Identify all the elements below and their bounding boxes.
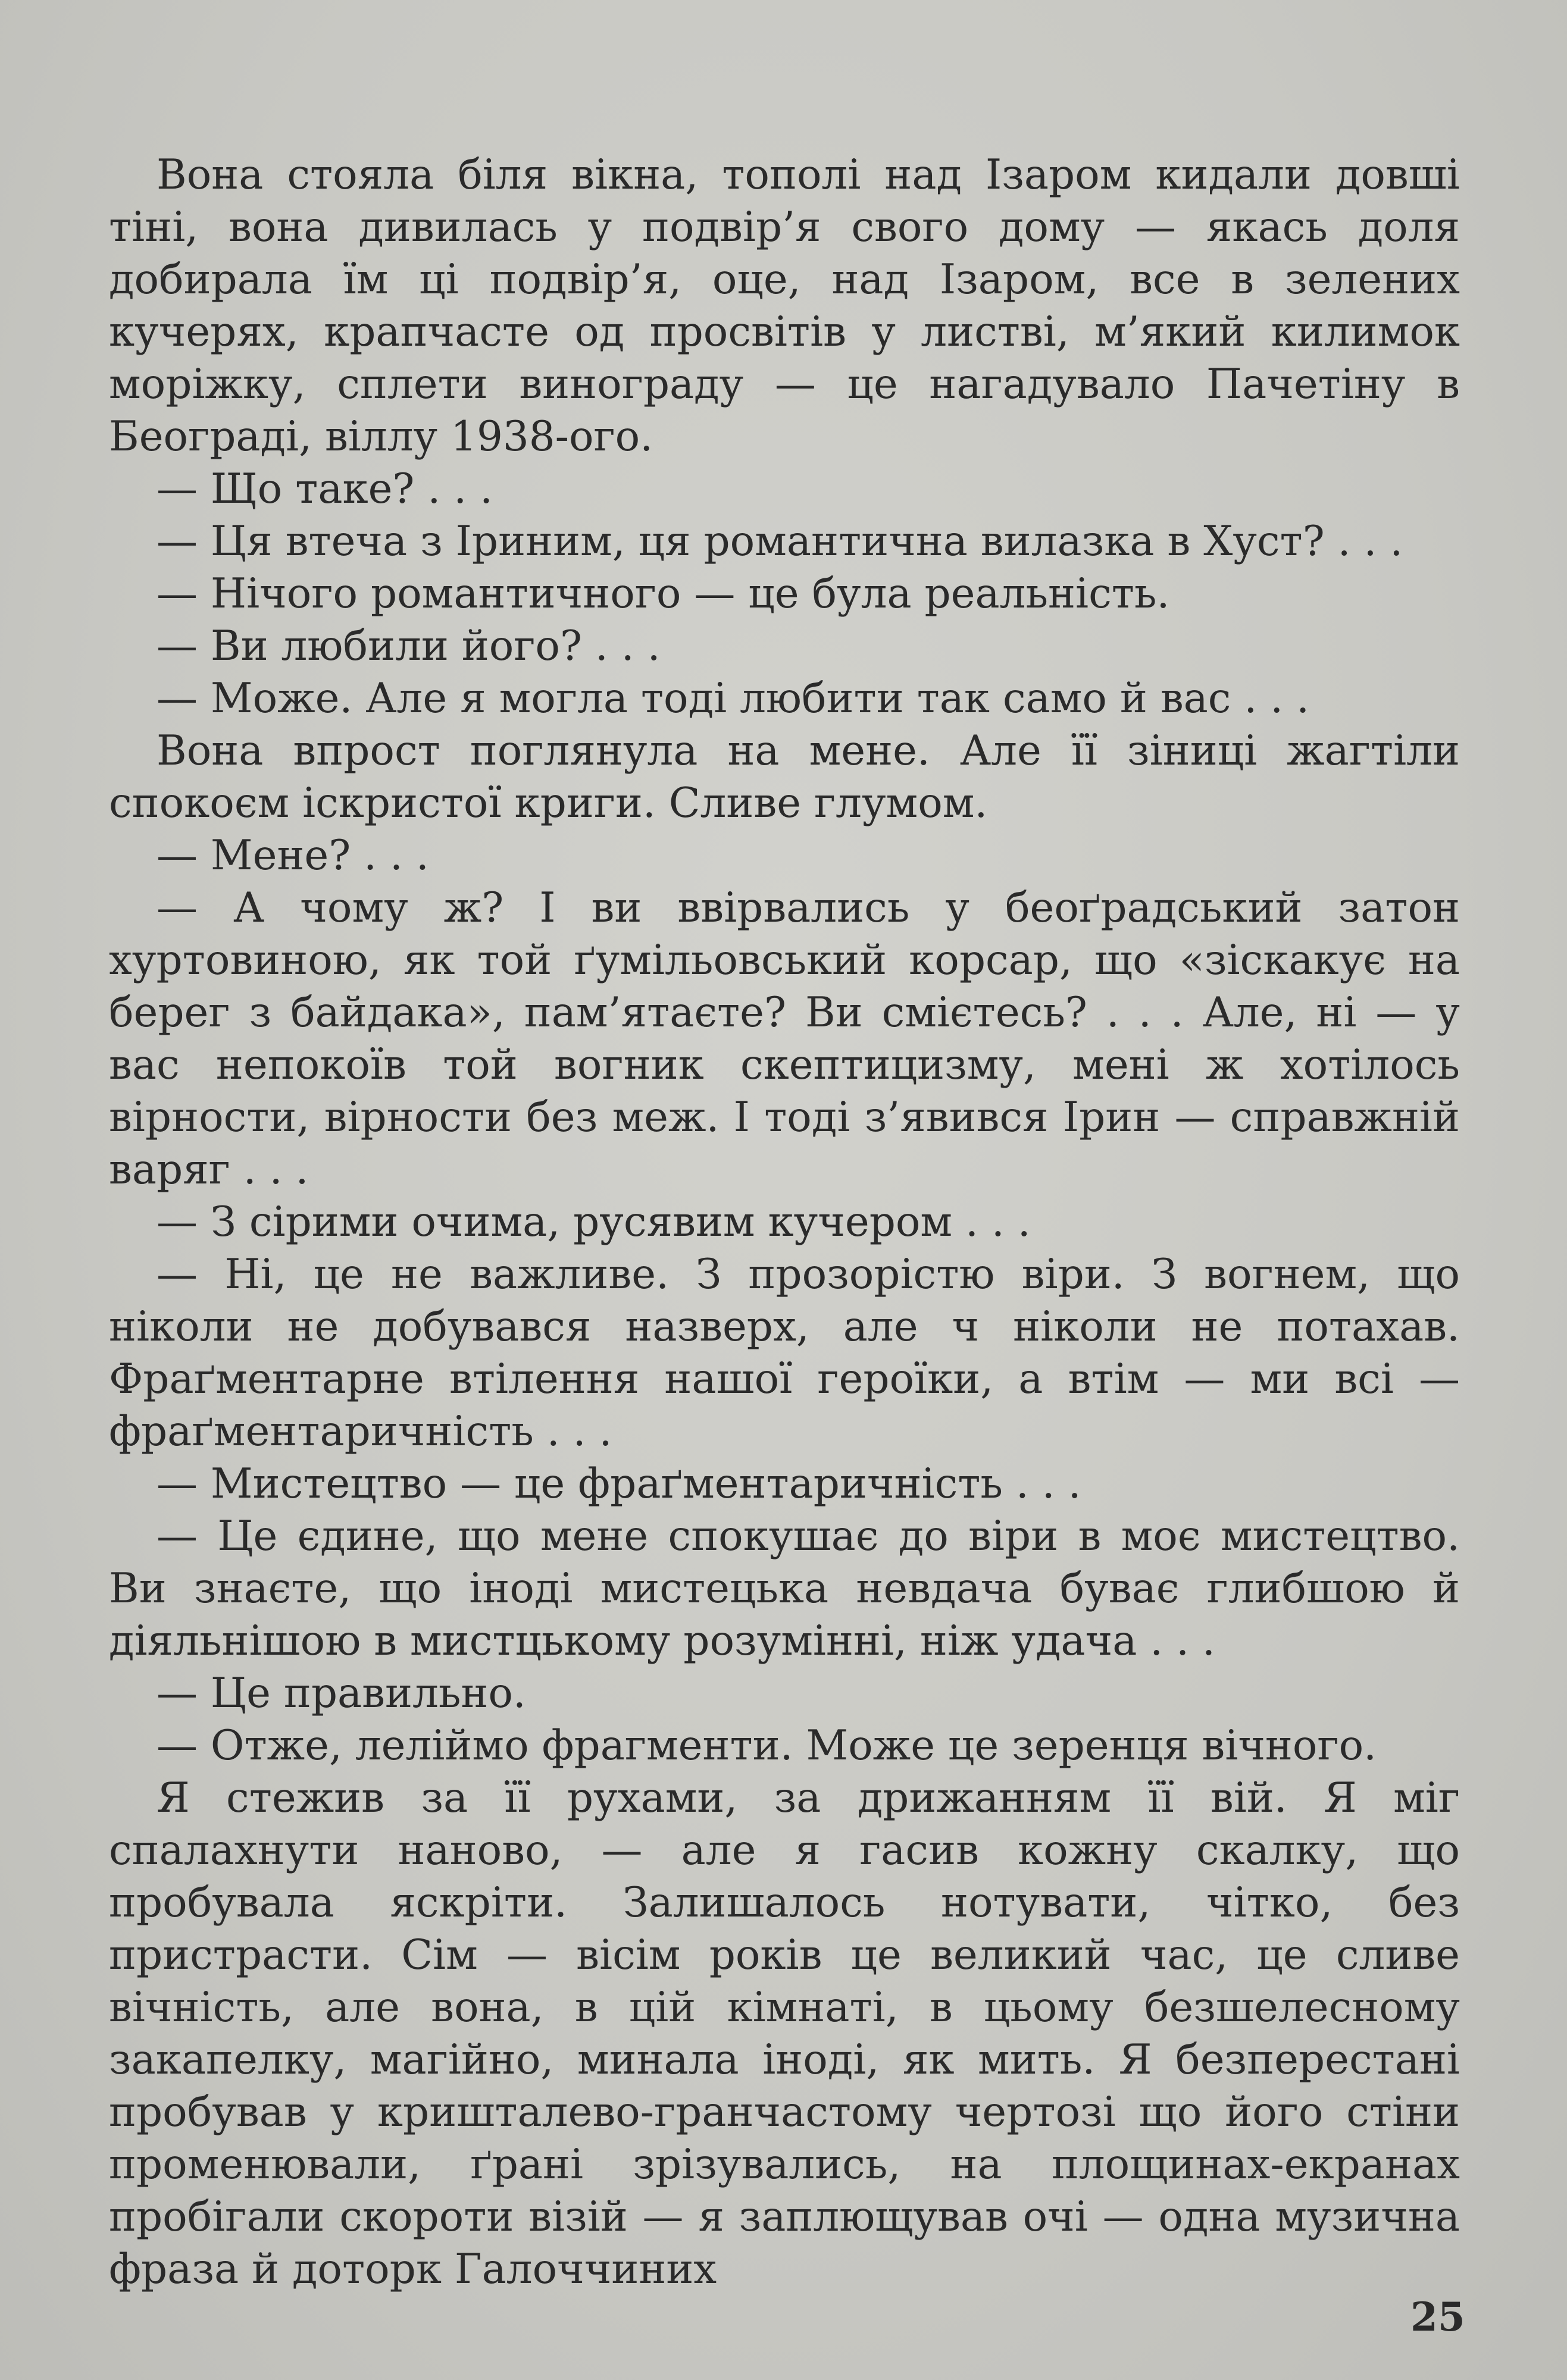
dialogue-line: — Ні, це не важливе. З прозорістю віри. З вогнем, що ніколи не добувався назверх, але ч ніколи не потахав. Фраґментарне втілення нашої героїки, а втім — ми всі — фраґментаричність . . . [109, 1251, 1460, 1455]
dialogue-line: — Це єдине, що мене спокушає до віри в моє мистецтво. Ви знаєте, що іноді мистецька невдача буває глибшою й діяльнішою в мистцькому розумінні, ніж удача . . . [109, 1512, 1460, 1665]
dialogue-line: — Що таке? . . . [157, 465, 493, 513]
dialogue-line: — Може. Але я могла тоді любити так само й вас . . . [157, 675, 1310, 722]
paragraph-narration-3: Я стежив за її рухами, за дрижанням її вій. Я міг спалахнути наново, — але я гасив кожну скалку, що пробувала яскріти. Залишалось нотувати, чітко, без пристрасти. Сім — вісім років це великий час, це сливе вічність, але вона, в цій кімнаті, в цьому безшелесному закапелку, магійно, минала іноді, як мить. Я безперестані пробував у кришталево-гранчастому чертозі що його стіни променювали, ґрані зрізувались, на площинах-екранах пробігали скороти візій — я заплющував очі — одна музична фраза й доторк Галоччиних [109, 1774, 1460, 2293]
dialogue-line: — Це правильно. [157, 1670, 526, 1717]
page-text [109, 149, 1460, 2296]
paragraph-narration-1: Вона стояла біля вікна, тополі над Ізаром кидали довші тіні, вона дивилась у подвір’я свого дому — якась доля добирала їм ці подвір’я, оце, над Ізаром, все в зелених кучерях, крапчасте од просвітів у листві, м’який килимок моріжку, сплети винограду — це нагадувало Пачетіну в Београді, віллу 1938-ого. [109, 151, 1460, 461]
dialogue-line: — Ця втеча з Іриним, ця романтична вилазка в Хуст? . . . [157, 518, 1403, 565]
dialogue-line: — А чому ж? І ви ввірвались у беоґрадський затон хуртовиною, як той ґумільовський корсар, що «зіскакує на берег з байдака», пам’ятаєте? Ви смієтесь? . . . Але, ні — у вас непокоїв той вогник скептицизму, мені ж хотілось вірности, вірности без меж. І тоді з’явився Ірин — справжній варяг . . . [109, 884, 1460, 1194]
dialogue-line: — З сірими очима, русявим кучером . . . [157, 1198, 1031, 1246]
paragraph-narration-2: Вона впрост поглянула на мене. Але її зіниці жагтіли спокоєм іскристої криги. Сливе глумом. [109, 727, 1460, 827]
page-number: 25 [1410, 2294, 1465, 2340]
dialogue-line: — Мене? . . . [157, 832, 429, 879]
dialogue-line: — Ви любили його? . . . [157, 622, 661, 670]
dialogue-line: — Мистецтво — це фраґментаричність . . . [157, 1460, 1081, 1508]
dialogue-line: — Отже, леліймо фрагменти. Може це зеренця вічного. [157, 1722, 1377, 1770]
dialogue-line: — Нічого романтичного — це була реальність. [157, 570, 1170, 618]
